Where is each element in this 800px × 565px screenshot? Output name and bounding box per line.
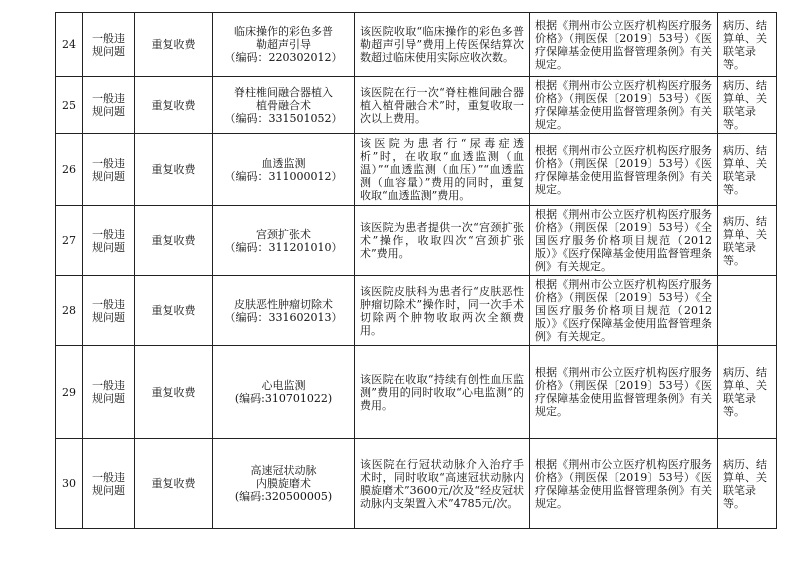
issue-type: 一般违规问题 xyxy=(83,276,135,346)
legal-basis: 根据《荆州市公立医疗机构医疗服务价格》（荆医保〔2019〕53号）《全国医疗服务价格项目规范（2012版）》《医疗保障基金使用监督管理条例》有关规定。 xyxy=(530,206,718,276)
violation-description: 该医院皮肤科为患者行“皮肤恶性肿瘤切除术”操作时，同一次手术切除两个肿物收取两次全额费用。 xyxy=(355,276,530,346)
issue-type: 一般违规问题 xyxy=(83,206,135,276)
violation-kind: 重复收费 xyxy=(135,276,213,346)
violation-kind: 重复收费 xyxy=(135,134,213,206)
legal-basis: 根据《荆州市公立医疗机构医疗服务价格》（荆医保〔2019〕53号）《全国医疗服务价格项目规范（2012版）》《医疗保障基金使用监督管理条例》有关规定。 xyxy=(530,276,718,346)
charge-item-code: （编码：331501052） xyxy=(224,111,343,125)
charge-item-code: （编码：311201010） xyxy=(224,240,343,254)
violation-kind: 重复收费 xyxy=(135,206,213,276)
table-row xyxy=(56,206,777,276)
violations-table xyxy=(55,12,777,529)
row-number: 25 xyxy=(56,77,83,134)
violation-description: 该医院在行冠状动脉介入治疗手术时，同时收取“高速冠状动脉内膜旋磨术”3600元/次及“经皮冠状动脉内支架置入术”4785元/次。 xyxy=(355,439,530,529)
issue-type: 一般违规问题 xyxy=(83,134,135,206)
table-row xyxy=(56,77,777,134)
row-number: 29 xyxy=(56,346,83,439)
charge-item-line: 内膜旋磨术 xyxy=(256,477,311,490)
row-number: 30 xyxy=(56,439,83,529)
violation-description: 该医院在收取“持续有创性血压监测”费用的同时收取“心电监测”的费用。 xyxy=(355,346,530,439)
violation-kind: 重复收费 xyxy=(135,346,213,439)
charge-item-code: （编码：331602013） xyxy=(224,310,343,324)
evidence: 病历、结算单、关联笔录等。 xyxy=(718,439,777,529)
table-row xyxy=(56,346,777,439)
charge-item-line: 心电监测 xyxy=(261,379,306,392)
charge-item-line: 高速冠状动脉 xyxy=(250,464,317,477)
evidence: 病历、结算单、关联笔录等。 xyxy=(718,346,777,439)
issue-type: 一般违规问题 xyxy=(83,346,135,439)
charge-item-line: 临床操作的彩色多普 xyxy=(234,25,333,38)
table-row xyxy=(56,439,777,529)
legal-basis: 根据《荆州市公立医疗机构医疗服务价格》（荆医保〔2019〕53号）《医疗保障基金使用监督管理条例》有关规定。 xyxy=(530,134,718,206)
table-row xyxy=(56,13,777,77)
table-row xyxy=(56,276,777,346)
charge-item-code: (编码:320500005) xyxy=(234,490,333,503)
charge-item xyxy=(213,13,355,77)
table-row xyxy=(56,134,777,206)
violation-description: 该医院为患者行“尿毒症透析”时，在收取“血透监测（血温）”“血透监测（血压）”“血透监测（血容量）”费用的同时，重复收取“血透监测”费用。 xyxy=(355,134,530,206)
charge-item xyxy=(213,134,355,206)
charge-item-code: （编码：311000012） xyxy=(224,169,343,183)
legal-basis: 根据《荆州市公立医疗机构医疗服务价格》（荆医保〔2019〕53号）《医疗保障基金使用监督管理条例》有关规定。 xyxy=(530,346,718,439)
violation-description: 该医院收取“临床操作的彩色多普勒超声引导”费用上传医保结算次数超过临床使用实际应收次数。 xyxy=(355,13,530,77)
charge-item-line: 血透监测 xyxy=(261,156,306,170)
evidence: 病历、结算单、关联笔录等。 xyxy=(718,13,777,77)
violation-kind: 重复收费 xyxy=(135,439,213,529)
row-number: 26 xyxy=(56,134,83,206)
violation-kind: 重复收费 xyxy=(135,77,213,134)
charge-item xyxy=(213,206,355,276)
charge-item-line: 勒超声引导 xyxy=(256,38,311,51)
charge-item-line: 植骨融合术 xyxy=(256,98,311,112)
evidence: 病历、结算单、关联笔录等。 xyxy=(718,77,777,134)
legal-basis: 根据《荆州市公立医疗机构医疗服务价格》（荆医保〔2019〕53号）《医疗保障基金使用监督管理条例》有关规定。 xyxy=(530,13,718,77)
evidence: 病历、结算单、关联笔录等。 xyxy=(718,206,777,276)
charge-item-line: 皮肤恶性肿瘤切除术 xyxy=(234,297,333,311)
charge-item xyxy=(213,346,355,439)
charge-item-code: (编码:310701022) xyxy=(234,392,333,405)
row-number: 24 xyxy=(56,13,83,77)
charge-item-code: （编码：220302012） xyxy=(224,51,343,64)
charge-item-line: 脊柱椎间融合器植入 xyxy=(234,85,333,99)
charge-item-line: 宫颈扩张术 xyxy=(256,227,311,241)
charge-item xyxy=(213,77,355,134)
row-number: 27 xyxy=(56,206,83,276)
evidence xyxy=(718,276,777,346)
charge-item xyxy=(213,276,355,346)
charge-item xyxy=(213,439,355,529)
violation-kind: 重复收费 xyxy=(135,13,213,77)
violation-description: 该医院在行一次“脊柱椎间融合器植入植骨融合术”时，重复收取一次以上费用。 xyxy=(355,77,530,134)
issue-type: 一般违规问题 xyxy=(83,77,135,134)
legal-basis: 根据《荆州市公立医疗机构医疗服务价格》（荆医保〔2019〕53号）《医疗保障基金使用监督管理条例》有关规定。 xyxy=(530,439,718,529)
violation-description: 该医院为患者提供一次“宫颈扩张术”操作，收取四次“宫颈扩张术”费用。 xyxy=(355,206,530,276)
legal-basis: 根据《荆州市公立医疗机构医疗服务价格》（荆医保〔2019〕53号）《医疗保障基金使用监督管理条例》有关规定。 xyxy=(530,77,718,134)
issue-type: 一般违规问题 xyxy=(83,439,135,529)
evidence: 病历、结算单、关联笔录等。 xyxy=(718,134,777,206)
row-number: 28 xyxy=(56,276,83,346)
issue-type: 一般违规问题 xyxy=(83,13,135,77)
